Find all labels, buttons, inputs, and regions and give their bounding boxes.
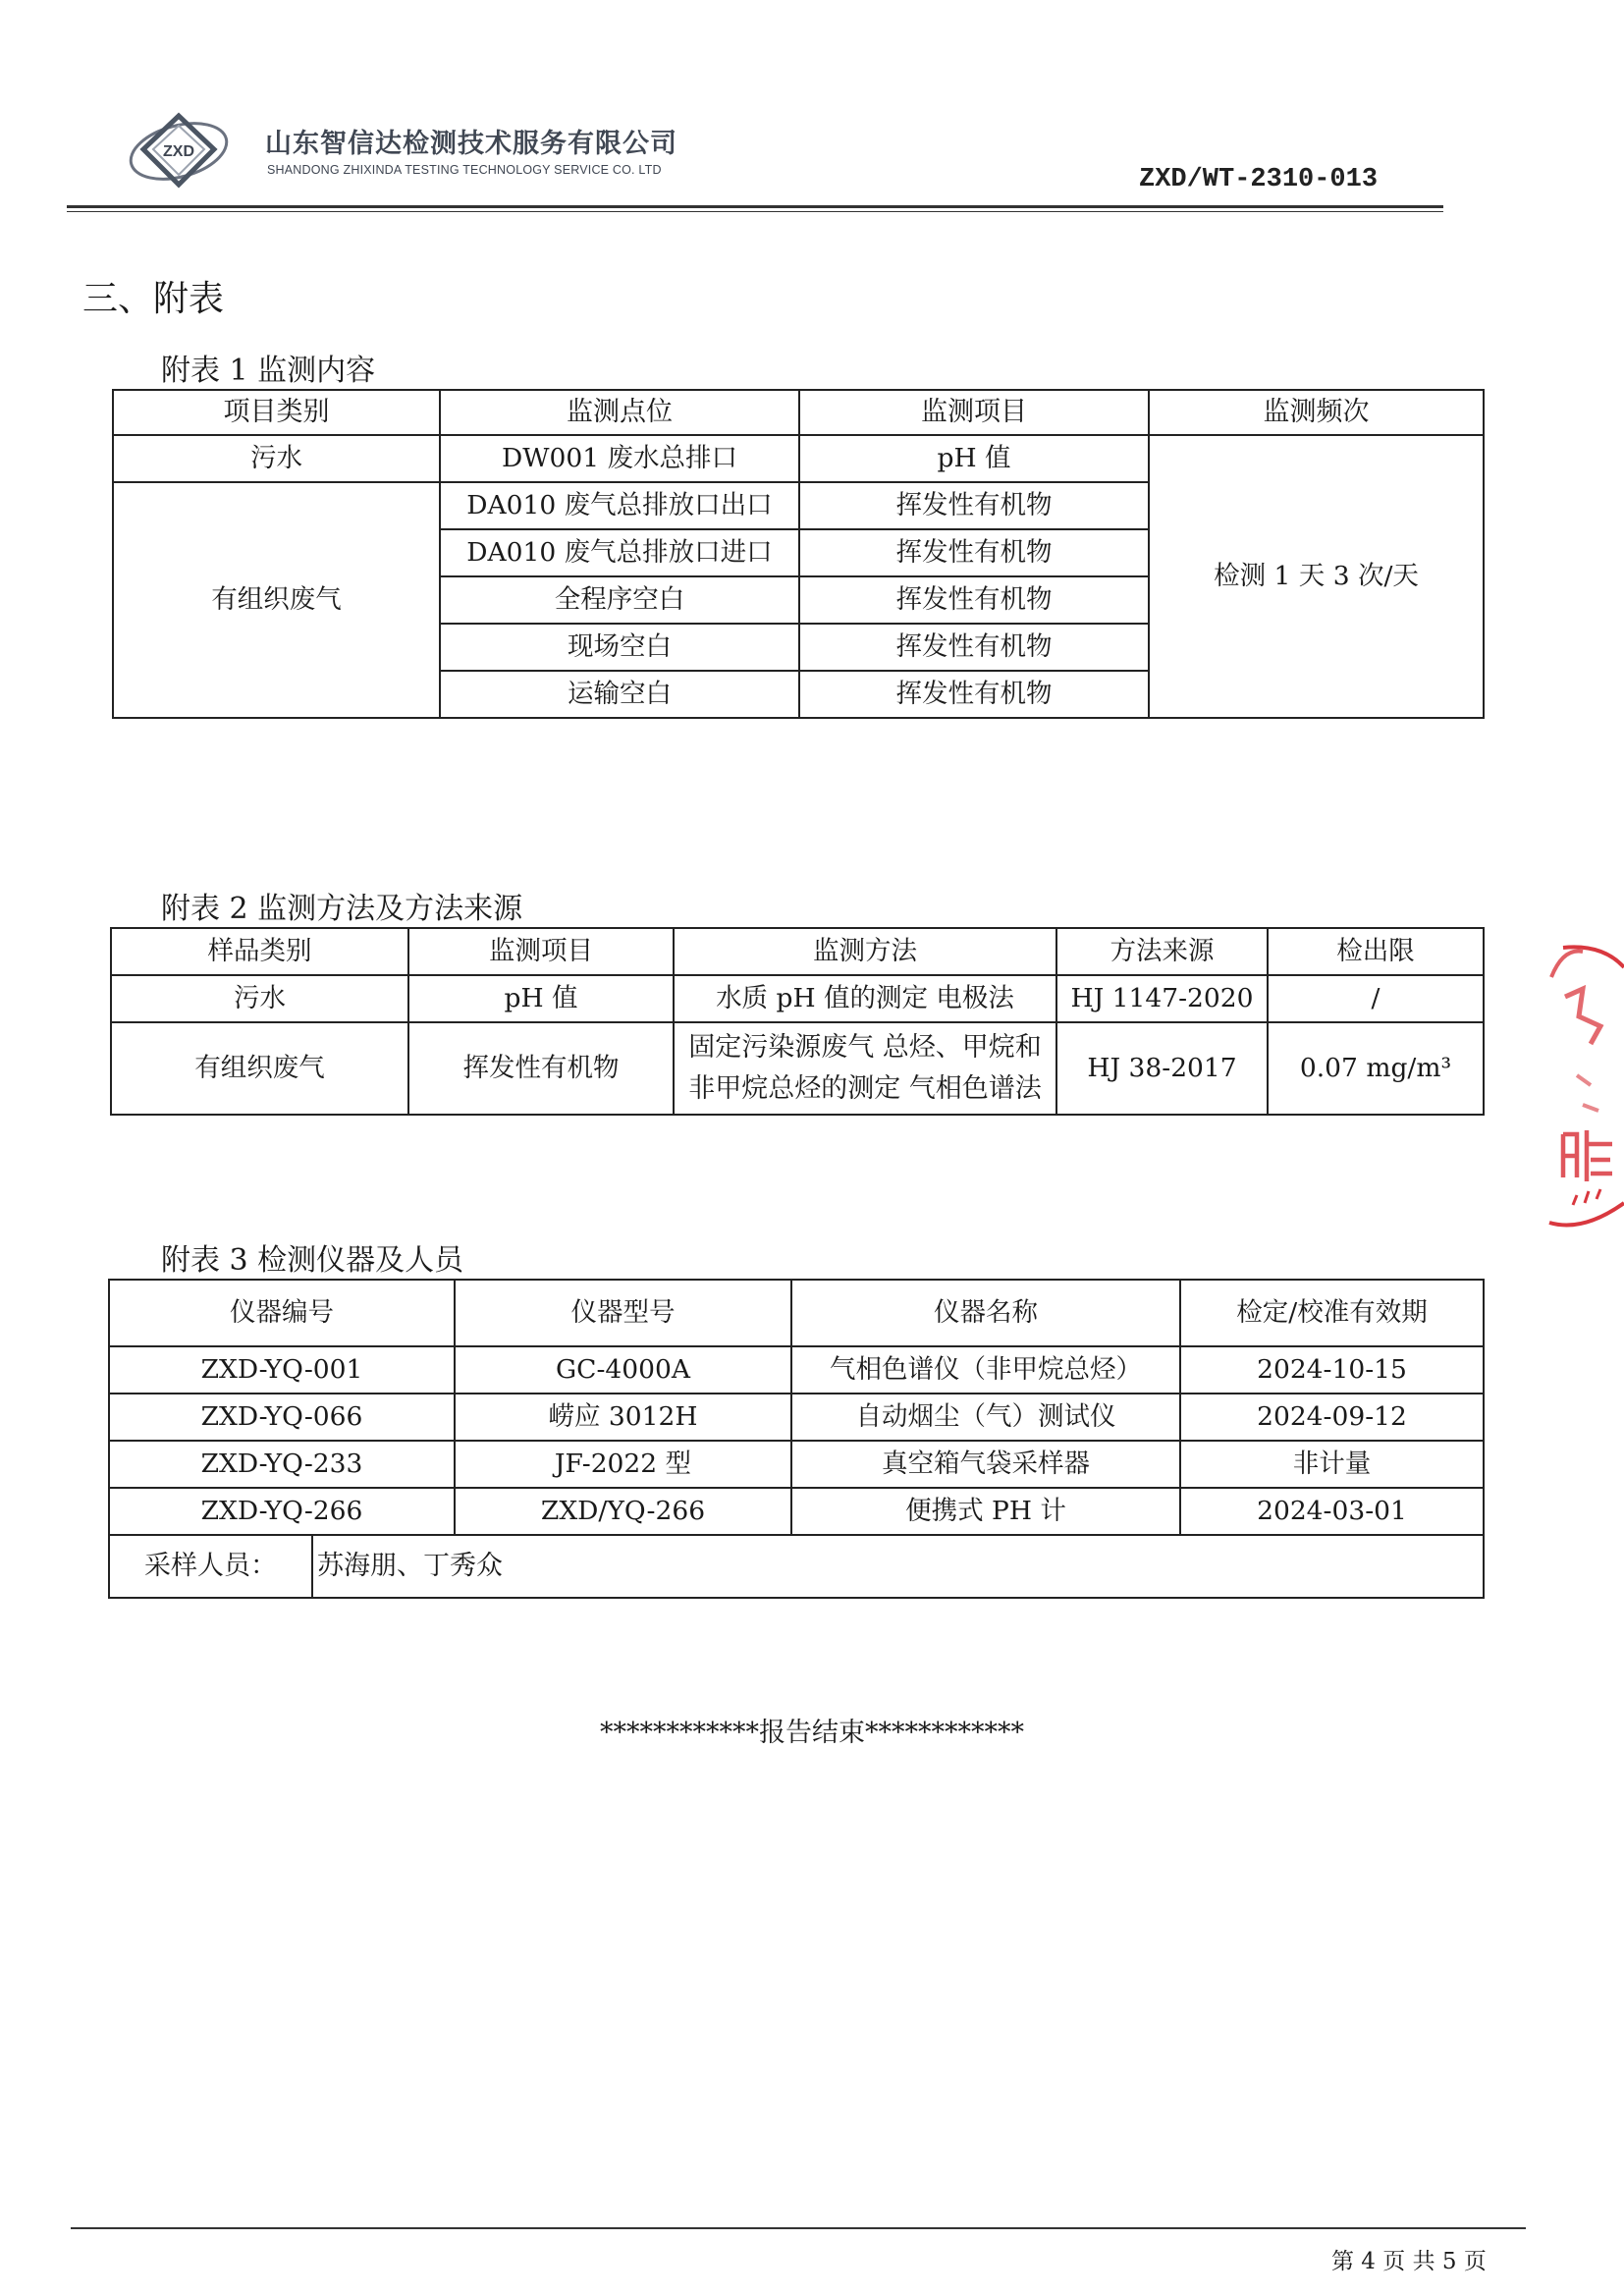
document-number: ZXD/WT-2310-013 xyxy=(1139,165,1379,194)
validity-cell: 2024-03-01 xyxy=(1180,1488,1484,1535)
instrument-name-cell: 真空箱气袋采样器 xyxy=(791,1441,1180,1488)
report-end-marker: ************报告结束************ xyxy=(600,1718,1024,1748)
table-row xyxy=(111,975,1484,1022)
point-cell: 现场空白 xyxy=(440,624,799,671)
footer-rule xyxy=(71,2227,1526,2229)
header-cell: 监测项目 xyxy=(408,928,674,975)
item-cell: pH 值 xyxy=(408,975,674,1022)
point-cell: DW001 废水总排口 xyxy=(440,435,799,482)
instrument-table xyxy=(108,1279,1485,1599)
page-number: 第 4 页 共 5 页 xyxy=(1331,2249,1487,2274)
category-cell: 污水 xyxy=(111,975,408,1022)
header-cell: 监测方法 xyxy=(674,928,1056,975)
instrument-model-cell: JF-2022 型 xyxy=(455,1441,791,1488)
item-cell: 挥发性有机物 xyxy=(799,576,1149,624)
item-cell: 挥发性有机物 xyxy=(799,529,1149,576)
instrument-name-cell: 自动烟尘（气）测试仪 xyxy=(791,1394,1180,1441)
validity-cell: 2024-09-12 xyxy=(1180,1394,1484,1441)
item-cell: 挥发性有机物 xyxy=(799,624,1149,671)
company-name-en: SHANDONG ZHIXINDA TESTING TECHNOLOGY SERVICE CO. LTD xyxy=(267,163,662,177)
point-cell: 全程序空白 xyxy=(440,576,799,624)
header-cell: 仪器编号 xyxy=(109,1280,455,1346)
validity-cell: 2024-10-15 xyxy=(1180,1346,1484,1394)
instrument-id-cell: ZXD-YQ-001 xyxy=(109,1346,455,1394)
instrument-id-cell: ZXD-YQ-066 xyxy=(109,1394,455,1441)
table2-caption: 附表 2 监测方法及方法来源 xyxy=(161,892,523,926)
method-table xyxy=(110,927,1485,1116)
logo-text: ZXD xyxy=(163,143,194,160)
table1-caption: 附表 1 监测内容 xyxy=(161,354,376,388)
company-logo xyxy=(126,110,232,191)
source-cell: HJ 1147-2020 xyxy=(1056,975,1268,1022)
instrument-model-cell: GC-4000A xyxy=(455,1346,791,1394)
point-cell: DA010 废气总排放口出口 xyxy=(440,482,799,529)
sampler-label: 采样人员： xyxy=(110,1536,313,1597)
instrument-name-cell: 便携式 PH 计 xyxy=(791,1488,1180,1535)
point-cell: 运输空白 xyxy=(440,671,799,718)
source-cell: HJ 38-2017 xyxy=(1056,1022,1268,1115)
header-cell: 监测频次 xyxy=(1149,390,1484,435)
table-row xyxy=(109,1346,1484,1394)
header-rule xyxy=(67,205,1443,208)
table-header-row xyxy=(113,390,1484,435)
category-cell: 有组织废气 xyxy=(111,1022,408,1115)
category-cell: 污水 xyxy=(113,435,440,482)
header-cell: 检出限 xyxy=(1268,928,1484,975)
header-cell: 方法来源 xyxy=(1056,928,1268,975)
method-cell: 固定污染源废气 总烃、甲烷和非甲烷总烃的测定 气相色谱法 xyxy=(674,1022,1056,1115)
item-cell: 挥发性有机物 xyxy=(408,1022,674,1115)
table-row xyxy=(109,1488,1484,1535)
header-rule-thin xyxy=(67,211,1443,212)
header-cell: 监测项目 xyxy=(799,390,1149,435)
seal-stamp xyxy=(1543,938,1624,1252)
table-header-row xyxy=(109,1280,1484,1346)
header-cell: 项目类别 xyxy=(113,390,440,435)
instrument-id-cell: ZXD-YQ-233 xyxy=(109,1441,455,1488)
header-cell: 样品类别 xyxy=(111,928,408,975)
header-cell: 检定/校准有效期 xyxy=(1180,1280,1484,1346)
validity-cell: 非计量 xyxy=(1180,1441,1484,1488)
item-cell: 挥发性有机物 xyxy=(799,482,1149,529)
instrument-id-cell: ZXD-YQ-266 xyxy=(109,1488,455,1535)
table-row xyxy=(111,1022,1484,1115)
instrument-model-cell: ZXD/YQ-266 xyxy=(455,1488,791,1535)
item-cell: pH 值 xyxy=(799,435,1149,482)
sampler-names: 苏海朋、丁秀众 xyxy=(317,1551,503,1581)
table3-caption: 附表 3 检测仪器及人员 xyxy=(161,1243,464,1278)
monitoring-content-table xyxy=(112,389,1485,719)
table-header-row xyxy=(111,928,1484,975)
item-cell: 挥发性有机物 xyxy=(799,671,1149,718)
table-row xyxy=(109,1394,1484,1441)
sampler-row xyxy=(109,1535,1484,1598)
instrument-name-cell: 气相色谱仪（非甲烷总烃） xyxy=(791,1346,1180,1394)
method-cell: 水质 pH 值的测定 电极法 xyxy=(674,975,1056,1022)
point-cell: DA010 废气总排放口进口 xyxy=(440,529,799,576)
header-cell: 监测点位 xyxy=(440,390,799,435)
instrument-model-cell: 崂应 3012H xyxy=(455,1394,791,1441)
frequency-cell: 检测 1 天 3 次/天 xyxy=(1149,435,1484,718)
category-cell: 有组织废气 xyxy=(113,482,440,718)
company-name-cn: 山东智信达检测技术服务有限公司 xyxy=(265,129,677,159)
sampler-cell xyxy=(109,1535,1484,1598)
limit-cell: / xyxy=(1268,975,1484,1022)
section-title: 三、附表 xyxy=(82,279,225,319)
header-cell: 仪器型号 xyxy=(455,1280,791,1346)
limit-cell: 0.07 mg/m³ xyxy=(1268,1022,1484,1115)
table-row xyxy=(109,1441,1484,1488)
header-cell: 仪器名称 xyxy=(791,1280,1180,1346)
table-row xyxy=(113,435,1484,482)
